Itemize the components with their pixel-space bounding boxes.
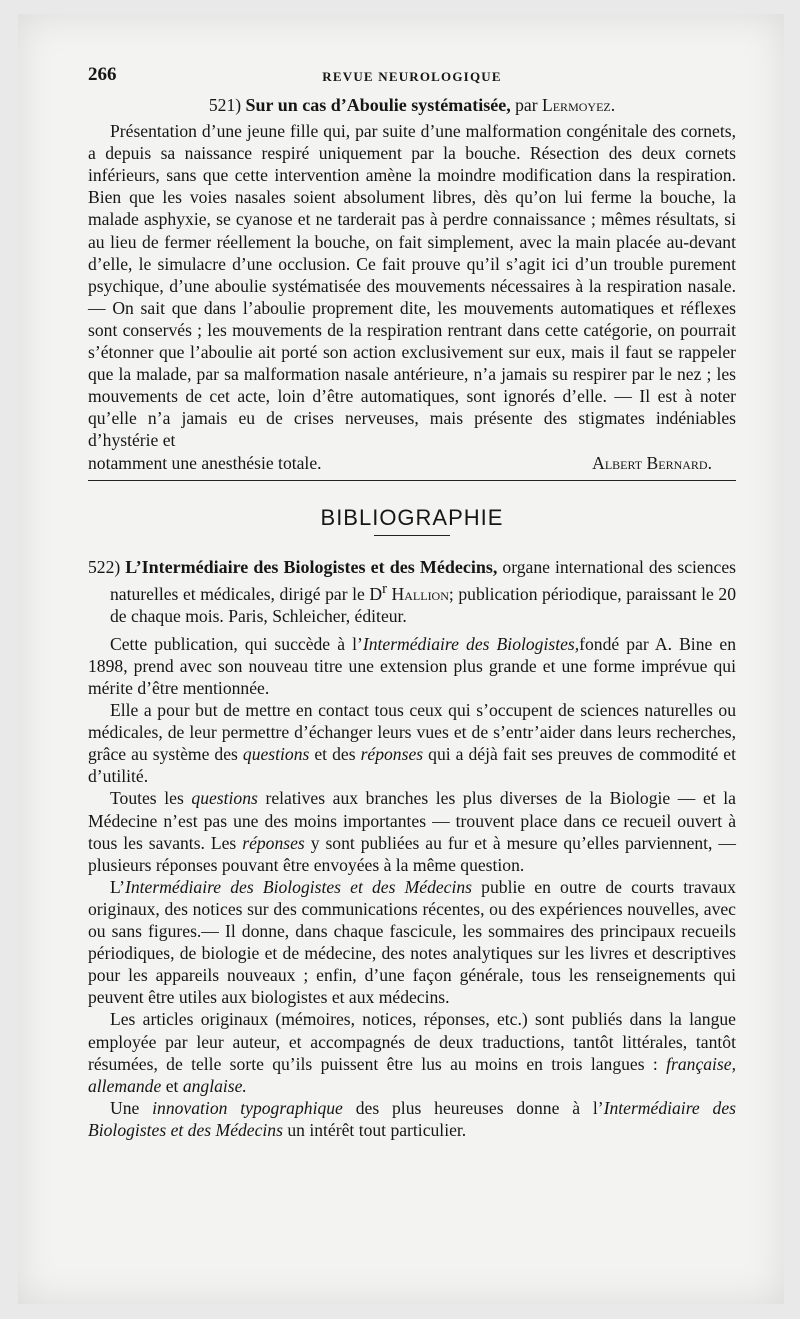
article-521-heading — [88, 94, 736, 116]
article-522-editor: Hallion — [391, 583, 449, 604]
article-521-number: 521) — [208, 95, 242, 115]
page-number: 266 — [88, 64, 117, 85]
journal-title: REVUE NEUROLOGIQUE — [322, 69, 502, 84]
article-521-body: Présentation d’une jeune fille qui, par suite d’une malformation congénitale des cornets, a depuis sa naissance respiré uniquement par la bouche. Résection des deux cornets inférieurs, sans que cette intervention amène la moindre modification dans la respiration. Bien que les voies nasales soient absolument libres, dès qu’on lui ferme la bouche, la malade asphyxie, se cyanose et ne tarderait pas à perdre connaissance ; mêmes résultats, si au lieu de fermer réellement la bouche, on fait simplement, avec la main placée au-devant d’elle, le simulacre d’une occlusion. Ce fait prouve qu’il s’agit ici d’un trouble purement psychique, d’une aboulie systématisée des mouvements nécessaires à la respiration nasale. — On sait que dans l’aboulie proprement dite, les mouvements automatiques et réflexes sont conservés ; les mouvements de la respiration rentrant dans cette catégorie, on pourrait s’étonner que l’aboulie ait porté son action exclusivement sur eux, mais il faut se rappeler que la malade, par sa malformation nasale antérieure, n’a jamais su respirer par le nez ; les mouvements de cet acte, loin d’être automatiques, sont ignorés d’elle. — Il est à noter qu’elle n’a jamais eu de crises nerveuses, mais présente des stigmates indéniables d’hystérie et — [88, 121, 736, 451]
article-521-title: Sur un cas d’Aboulie systématisée, — [245, 95, 511, 115]
page-sheet — [18, 14, 784, 1304]
article-521-by: par — [515, 95, 538, 115]
article-522-paragraph-6: Une innovation typographique des plus heureuses donne à l’Intermédiaire des Biologistes et des Médecins un intérêt tout particulier. — [88, 1097, 736, 1140]
article-522-desc-sup: r — [382, 580, 387, 597]
article-522-paragraph-5: Les articles originaux (mémoires, notices, réponses, etc.) sont publiés dans la langue employée par leur auteur, et accompagnés de deux traductions, tantôt littérales, tantôt résumées, de telle sorte qu’ils puissent être lus au moins en trois langues : française, allemande et anglaise. — [88, 1009, 736, 1096]
article-521-closing — [88, 452, 736, 474]
section-title: BIBLIOGRAPHIE — [320, 504, 504, 530]
article-522-title: L’Intermédiaire des Biologistes et des Médecins, — [125, 556, 498, 577]
running-header — [88, 64, 736, 86]
article-522-desc1: organe international des sciences naturelles et médicales, dirigé par le D — [110, 556, 737, 604]
article-522-desc2: ; publication périodique, paraissant le 20 de chaque mois. Paris, Schleicher, éditeur. — [110, 583, 737, 626]
article-522-paragraph-3: Toutes les questions relatives aux branches les plus diverses de la Biologie — et la Médecine n’est pas une des moins importantes — trouvent place dans ce recueil ouvert à tous les savants. Les réponses y sont publiées au fur et à mesure qu’elles parviennent, — plusieurs réponses pouvant être envoyées à la même question. — [88, 788, 736, 875]
section-divider — [88, 480, 736, 481]
article-522-paragraph-1: Cette publication, qui succède à l’Intermédiaire des Biologistes,fondé par A. Bine en 1898, prend avec son nouveau titre une extension plus grande et une forme imprévue qui mérite d’être mentionnée. — [88, 633, 736, 699]
article-522-heading — [88, 556, 736, 627]
article-522-number: 522) — [88, 556, 121, 577]
article-522-paragraph-2: Elle a pour but de mettre en contact tous ceux qui s’occupent de sciences naturelles ou médicales, de leur permettre d’échanger leurs vues et de s’entr’aider dans leurs recherches, grâce au système des questions et des réponses qui a déjà fait ses preuves de commodité et d’utilité. — [88, 700, 736, 787]
article-521-last-line: notamment une anesthésie totale. — [88, 452, 322, 473]
article-521-author: Lermoyez. — [541, 95, 616, 115]
article-522-paragraph-4: L’Intermédiaire des Biologistes et des Médecins publie en outre de courts travaux originaux, des notices sur des communications récentes, ou des expériences nouvelles, avec ou sans figures.— Il donne, dans chaque fascicule, les sommaires des principaux recueils périodiques, de biologie et de médecine, des notes analytiques sur les livres et descriptives pour les appareils nouveaux ; enfin, d’une façon générale, tous les renseignements qui peuvent être utiles aux biologistes et aux médecins. — [88, 876, 736, 1008]
section-title-underline — [374, 535, 450, 536]
text-column — [88, 64, 736, 1141]
article-521-signature: Albert Bernard. — [592, 452, 712, 473]
